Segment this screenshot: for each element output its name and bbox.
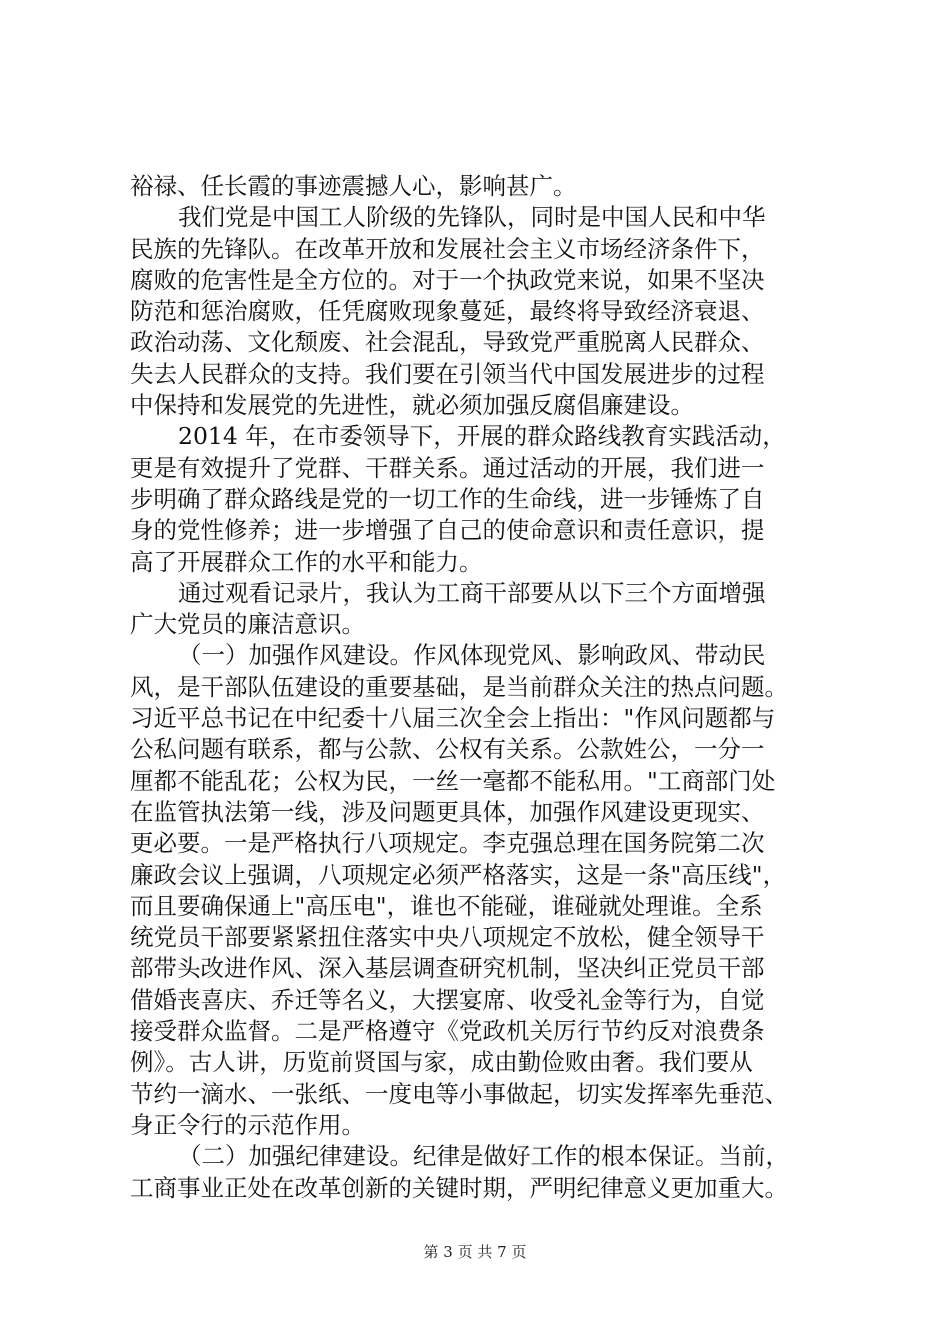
text-line: 通过观看记录片，我认为工商干部要从以下三个方面增强 (178, 578, 766, 607)
text-line: 我们党是中国工人阶级的先锋队，同时是中国人民和中华 (178, 203, 766, 232)
text-line: （二）加强纪律建设。纪律是做好工作的根本保证。当前， (178, 1142, 789, 1171)
text-line: 2014 年，在市委领导下，开展的群众路线教育实践活动， (178, 422, 786, 451)
page-footer: 第 3 页 共 7 页 (423, 1243, 527, 1261)
text-line: 廉政会议上强调，八项规定必须严格落实，这是一条"高压线"， (130, 860, 787, 889)
text-line: 而且要确保通上"高压电"，谁也不能碰，谁碰就处理谁。全系 (130, 891, 763, 920)
text-line: 更是有效提升了党群、干群关系。通过活动的开展，我们进一 (130, 453, 765, 482)
text-line: 公私问题有联系，都与公款、公权有关系。公款姓公，一分一 (130, 735, 765, 764)
text-line: 统党员干部要紧紧扭住落实中央八项规定不放松，健全领导干 (130, 923, 765, 952)
text-line: 政治动荡、文化颓废、社会混乱，导致党严重脱离人民群众、 (130, 328, 765, 357)
text-line: 更必要。一是严格执行八项规定。李克强总理在国务院第二次 (130, 829, 765, 858)
text-line: 身正令行的示范作用。 (130, 1110, 365, 1139)
text-line: 失去人民群众的支持。我们要在引领当代中国发展进步的过程 (130, 359, 765, 388)
text-line: 民族的先锋队。在改革开放和发展社会主义市场经济条件下， (130, 234, 765, 263)
text-line: 身的党性修养；进一步增强了自己的使命意识和责任意识，提 (130, 516, 765, 545)
text-line: 接受群众监督。二是严格遵守《党政机关厉行节约反对浪费条 (130, 1017, 765, 1046)
text-line: 工商事业正处在改革创新的关键时期，严明纪律意义更加重大。 (130, 1173, 788, 1202)
text-line: 中保持和发展党的先进性，就必须加强反腐倡廉建设。 (130, 391, 694, 420)
text-line: 步明确了群众路线是党的一切工作的生命线，进一步锤炼了自 (130, 484, 765, 513)
text-line: 在监管执法第一线，涉及问题更具体，加强作风建设更现实、 (130, 797, 765, 826)
text-line: （一）加强作风建设。作风体现党风、影响政风、带动民 (178, 641, 766, 670)
text-line: 防范和惩治腐败，任凭腐败现象蔓延，最终将导致经济衰退、 (130, 297, 765, 326)
text-line: 习近平总书记在中纪委十八届三次全会上指出："作风问题都与 (130, 704, 776, 733)
text-line: 部带头改进作风、深入基层调查研究机制，坚决纠正党员干部 (130, 954, 765, 983)
text-line: 借婚丧喜庆、乔迁等名义，大摆宴席、收受礼金等行为，自觉 (130, 985, 765, 1014)
text-line: 风，是干部队伍建设的重要基础，是当前群众关注的热点问题。 (130, 672, 788, 701)
body-text (130, 171, 850, 1204)
text-line: 腐败的危害性是全方位的。对于一个执政党来说，如果不坚决 (130, 265, 765, 294)
text-line: 节约一滴水、一张纸、一度电等小事做起，切实发挥率先垂范、 (130, 1079, 788, 1108)
text-line: 高了开展群众工作的水平和能力。 (130, 547, 483, 576)
text-line: 例》。古人讲，历览前贤国与家，成由勤俭败由奢。我们要从 (130, 1048, 753, 1077)
text-line: 广大党员的廉洁意识。 (130, 610, 365, 639)
text-line: 厘都不能乱花；公权为民，一丝一毫都不能私用。"工商部门处 (130, 766, 776, 795)
text-line: 裕禄、任长霞的事迹震撼人心，影响甚广。 (130, 172, 577, 200)
